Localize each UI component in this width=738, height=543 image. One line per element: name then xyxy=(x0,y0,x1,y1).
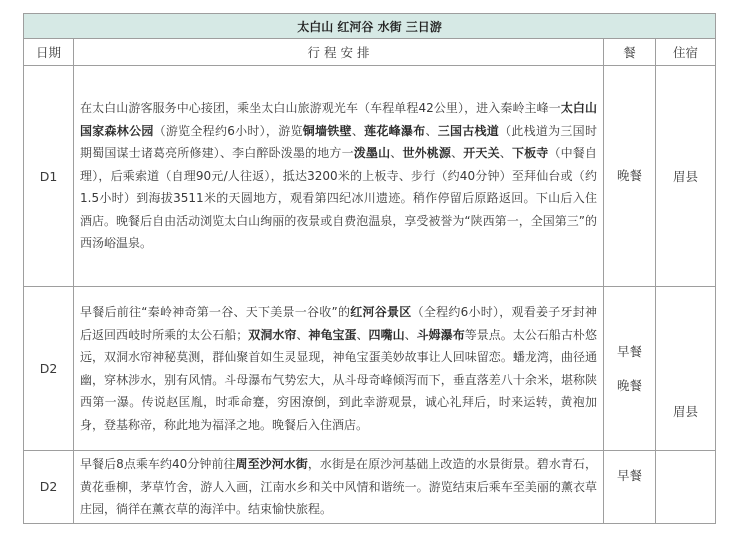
itinerary-text: 、 xyxy=(351,123,365,138)
itinerary-text: 早餐后8点乘车约40分钟前往 xyxy=(80,457,236,471)
highlight-spot: 泼墨山 xyxy=(353,146,391,161)
itinerary-text: 、 xyxy=(451,146,464,161)
table-title: 太白山 红河谷 水街 三日游 xyxy=(24,14,716,39)
header-row xyxy=(24,39,716,66)
itinerary-text: 、 xyxy=(356,327,369,342)
meal-cell xyxy=(604,451,656,524)
itinerary-table xyxy=(23,13,716,524)
itinerary-text: 在太白山游客服务中心接团，乘坐太白山旅游观光车（车程单程42公里），进入秦岭主峰一 xyxy=(80,101,561,116)
highlight-spot: 开天关 xyxy=(463,146,500,161)
itinerary-text: 、 xyxy=(425,123,438,138)
highlight-spot: 四嘴山 xyxy=(368,327,405,342)
highlight-spot: 双洞水帘 xyxy=(248,327,297,342)
itinerary-content xyxy=(74,287,604,451)
itinerary-text: 等景点。太公石船古朴悠远，双洞水帘神秘莫测，群仙聚首如生灵显现，神龟宝蛋美妙故事让人回味留恋。蟠龙湾，曲径通幽，穿林涉水，别有风情。斗母瀑布气势宏大，从斗母奇峰倾泻而下，垂直落差八十余米，堪称陕西第一瀑。传说赵匡胤，时乖命蹇，穷困潦倒，到此幸游观景，诚心礼拜后，时来运转，黄袍加身，登基称帝，称此地为福泽之地。晚餐后入住酒店。 xyxy=(80,327,597,432)
meal-cell xyxy=(604,287,656,451)
stay-cell xyxy=(656,451,716,524)
itinerary-text: 、 xyxy=(390,146,403,161)
itinerary-text: （中餐自理），后乘索道（自理90元/人往返），抵达3200米的上板寺、步行（约40分钟）至拜仙台或（约1.5小时）到海拔3511米的天圆地方，观看第四纪冰川遗迹。稍作停留后原路返回。下山后入住酒店。晚餐后自由活动浏览太白山绚丽的夜景或自费泡温泉，享受被誉为“陕西第一，全国第三”的西汤峪温泉。 xyxy=(80,146,597,251)
highlight-spot: 三国古栈道 xyxy=(437,123,500,138)
itinerary-text: （此栈道为三国时期蜀国谋士诸葛亮所修建）、李白醉卧泼墨的地方一 xyxy=(80,123,597,161)
highlight-spot: 周至沙河水街 xyxy=(235,457,308,471)
itinerary-text: 、 xyxy=(499,146,512,161)
table-row-day1 xyxy=(24,66,716,287)
table-row-day2 xyxy=(24,287,716,451)
meal-cell xyxy=(604,66,656,287)
itinerary-content xyxy=(74,451,604,524)
itinerary-text: （游览全程约6小时），游览 xyxy=(153,123,303,138)
highlight-spot: 铜墙铁壁 xyxy=(302,123,352,138)
highlight-spot: 世外桃源 xyxy=(402,146,452,161)
table-row-day3 xyxy=(24,451,716,524)
highlight-spot: 太白山国家森林公园 xyxy=(80,101,597,138)
itinerary-text: ，水街是在原沙河基础上改造的水景街景。碧水青石，黄花垂柳，茅草竹舍，游人入画，江南水乡和关中风情和谐统一。游览结束后乘车至美丽的薰衣草庄园，徜徉在薰衣草的海洋中。结束愉快旅程。 xyxy=(80,457,597,516)
day-label: D2 xyxy=(24,451,74,524)
meal-breakfast: 早餐 xyxy=(616,343,642,359)
day-label: D2 xyxy=(24,287,74,451)
itinerary-text: （全程约6小时），观看姜子牙封神后返回西岐时所乘的太公石船； xyxy=(80,305,598,342)
highlight-spot: 斗姆瀑布 xyxy=(416,327,465,342)
itinerary-table-wrapper xyxy=(23,13,715,524)
itinerary-text: 、 xyxy=(296,327,309,342)
meal-dinner: 晚餐 xyxy=(616,168,642,183)
itinerary-text: 、 xyxy=(404,327,417,342)
header-stay: 住宿 xyxy=(656,39,716,66)
day-label: D1 xyxy=(24,66,74,287)
highlight-spot: 红河谷景区 xyxy=(350,305,412,319)
header-date: 日期 xyxy=(24,39,74,66)
stay-cell: 眉县 xyxy=(656,66,716,287)
stay-cell: 眉县 xyxy=(656,287,716,451)
itinerary-text: 早餐后前往“秦岭神奇第一谷、天下美景一谷收”的 xyxy=(80,305,351,319)
highlight-spot: 下板寺 xyxy=(511,146,549,161)
meal-dinner: 晚餐 xyxy=(616,377,642,393)
header-meal: 餐 xyxy=(604,39,656,66)
header-itinerary: 行 程 安 排 xyxy=(74,39,604,66)
meal-breakfast: 早餐 xyxy=(616,468,642,483)
highlight-spot: 神龟宝蛋 xyxy=(308,327,357,342)
itinerary-content xyxy=(74,66,604,287)
title-row xyxy=(24,14,716,39)
highlight-spot: 莲花峰瀑布 xyxy=(364,123,426,138)
